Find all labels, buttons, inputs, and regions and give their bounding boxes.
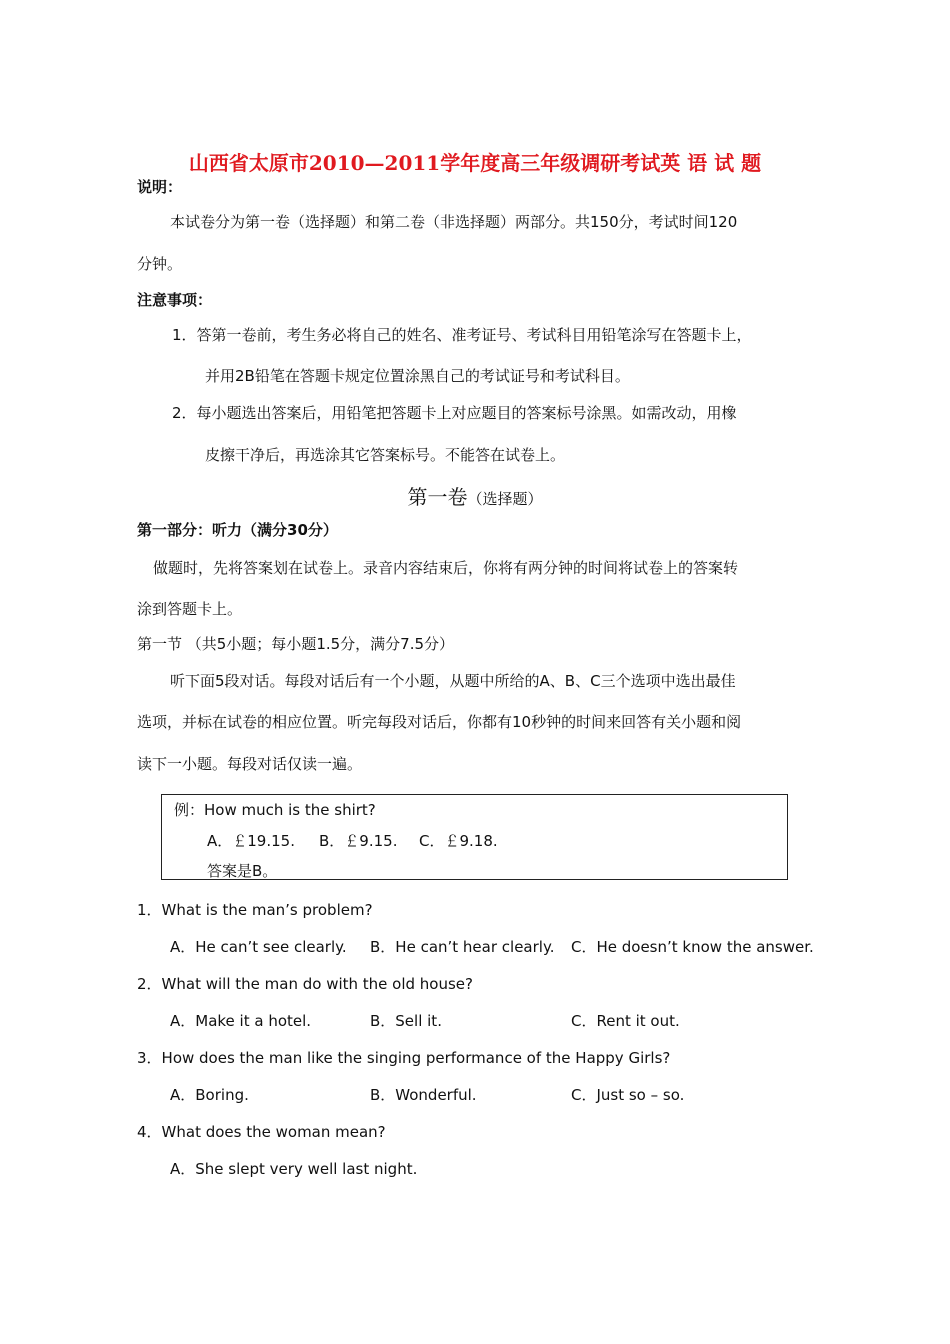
notice-label: 注意事项：	[137, 291, 213, 309]
example-box	[161, 794, 788, 880]
example-answer: 答案是B。	[207, 862, 278, 880]
question-3-stem: 3．How does the man like the singing performance of the Happy Girls?	[137, 1049, 671, 1067]
part-one-subtitle: （选择题）	[467, 490, 543, 508]
question-1-option-b: B．He can’t hear clearly.	[370, 938, 555, 956]
question-3-option-b: B．Wonderful.	[370, 1086, 477, 1104]
notice-item-1-line-2: 并用2B铅笔在答题卡规定位置涂黑自己的考试证号和考试科目。	[205, 367, 630, 385]
part-one-title-main: 第一卷	[407, 485, 468, 509]
notice-item-2-line-1: 2．每小题选出答案后，用铅笔把答题卡上对应题目的答案标号涂黑。如需改动，用橡	[172, 404, 737, 422]
listening-instructions-line-1: 做题时，先将答案划在试卷上。录音内容结束后，你将有两分钟的时间将试卷上的答案转	[153, 559, 739, 577]
question-4-stem: 4．What does the woman mean?	[137, 1123, 386, 1141]
listening-heading: 第一部分：听力（满分30分）	[137, 521, 338, 539]
document-title: 山西省太原市2010—2011学年度高三年级调研考试英 语 试 题	[188, 151, 762, 175]
subsection-instructions-line-2: 选项，并标在试卷的相应位置。听完每段对话后，你都有10秒钟的时间来回答有关小题和阅	[137, 713, 742, 731]
question-2-option-c: C．Rent it out.	[571, 1012, 680, 1030]
question-2-option-a: A．Make it a hotel.	[170, 1012, 312, 1030]
question-1-option-c: C．He doesn’t know the answer.	[571, 938, 814, 956]
listening-instructions-line-2: 涂到答题卡上。	[137, 600, 243, 618]
question-3-option-a: A．Boring.	[170, 1086, 249, 1104]
subsection-instructions-line-1: 听下面5段对话。每段对话后有一个小题，从题中所给的A、B、C三个选项中选出最佳	[170, 672, 736, 690]
example-question: 例：How much is the shirt?	[174, 801, 376, 819]
question-4-option-a: A．She slept very well last night.	[170, 1160, 418, 1178]
explanation-line-1: 本试卷分为第一卷（选择题）和第二卷（非选择题）两部分。共150分，考试时间120	[170, 213, 738, 231]
part-one-title	[0, 481, 950, 510]
explanation-line-2: 分钟。	[137, 255, 183, 273]
question-2-stem: 2．What will the man do with the old house?	[137, 975, 473, 993]
example-option-a: A．￡19.15.	[207, 832, 295, 850]
explanation-label: 说明：	[137, 178, 183, 196]
question-1-option-a: A．He can’t see clearly.	[170, 938, 347, 956]
subsection-instructions-line-3: 读下一小题。每段对话仅读一遍。	[137, 755, 363, 773]
notice-item-1-line-1: 1．答第一卷前，考生务必将自己的姓名、准考证号、考试科目用铅笔涂写在答题卡上，	[172, 326, 752, 344]
question-3-option-c: C．Just so – so.	[571, 1086, 685, 1104]
question-1-stem: 1．What is the man’s problem?	[137, 901, 373, 919]
question-2-option-b: B．Sell it.	[370, 1012, 442, 1030]
example-option-c: C．￡9.18.	[419, 832, 498, 850]
example-option-b: B．￡9.15.	[319, 832, 398, 850]
subsection-heading: 第一节 （共5小题；每小题1.5分，满分7.5分）	[137, 635, 455, 653]
notice-item-2-line-2: 皮擦干净后，再选涂其它答案标号。不能答在试卷上。	[205, 446, 566, 464]
